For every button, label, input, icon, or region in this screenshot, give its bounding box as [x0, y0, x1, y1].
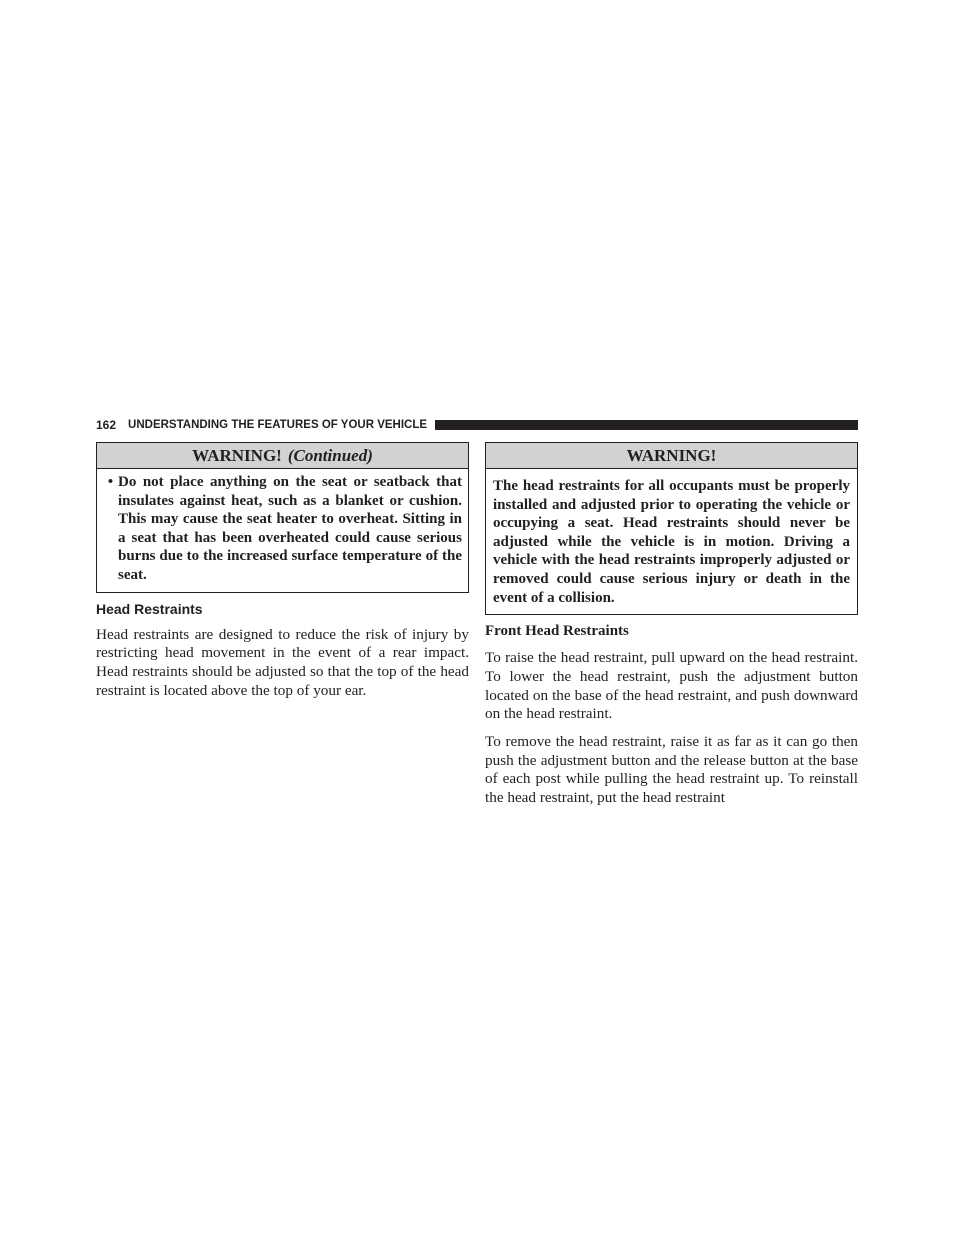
section-heading-head-restraints: Head Restraints	[96, 600, 203, 617]
warning-box	[485, 442, 858, 615]
page-number: 162	[96, 417, 117, 432]
warning-title: WARNING!	[192, 446, 282, 465]
front-head-restraints-paragraph-2: To remove the head restraint, raise it as far as it can go then push the adjustment button and the release button at the base of each post while pulling the head restraint up. To reinstall the head restraint, put the head restraint	[485, 732, 858, 807]
bullet-icon: •	[107, 474, 114, 490]
warning-heading	[97, 443, 468, 469]
chapter-title: UNDERSTANDING THE FEATURES OF YOUR VEHICLE	[128, 418, 428, 431]
warning-heading	[486, 443, 857, 469]
left-column	[96, 442, 469, 700]
warning-body	[97, 469, 468, 592]
warning-title: WARNING!	[626, 446, 717, 465]
front-head-restraints-paragraph-1: To raise the head restraint, pull upward on the head restraint. To lower the head restraint, push the adjustment button located on the base of the head restraint, and push downward on the head restraint.	[485, 649, 858, 723]
page-header	[96, 417, 858, 432]
subheading-front-head-restraints: Front Head Restraints	[485, 623, 629, 640]
warning-bullet-item	[103, 473, 462, 585]
warning-box-continued	[96, 442, 469, 593]
warning-body: The head restraints for all occupants must be properly installed and adjusted prior to operating the vehicle or occupying a seat. Head restraints should never be adjusted while the vehicle is in motion. Driving a vehicle with the head restraints improperly adjusted or removed could cause serious injury or death in the event of a collision.	[493, 478, 850, 606]
warning-continued-label: (Continued)	[287, 446, 373, 465]
right-column	[485, 442, 858, 808]
head-restraints-paragraph: Head restraints are designed to reduce the risk of injury by restricting head movement in the event of a rear impact. Head restraints should be adjusted so that the top of the head restraint is located above the top of your ear.	[96, 625, 469, 699]
header-rule	[435, 420, 858, 430]
warning-bullet-text: Do not place anything on the seat or seatback that insulates against heat, such as a blanket or cushion. This may cause the seat heater to overheat. Sitting in a seat that has been overheated could cause serious burns due to the increased surface temperature of the seat.	[118, 474, 462, 583]
